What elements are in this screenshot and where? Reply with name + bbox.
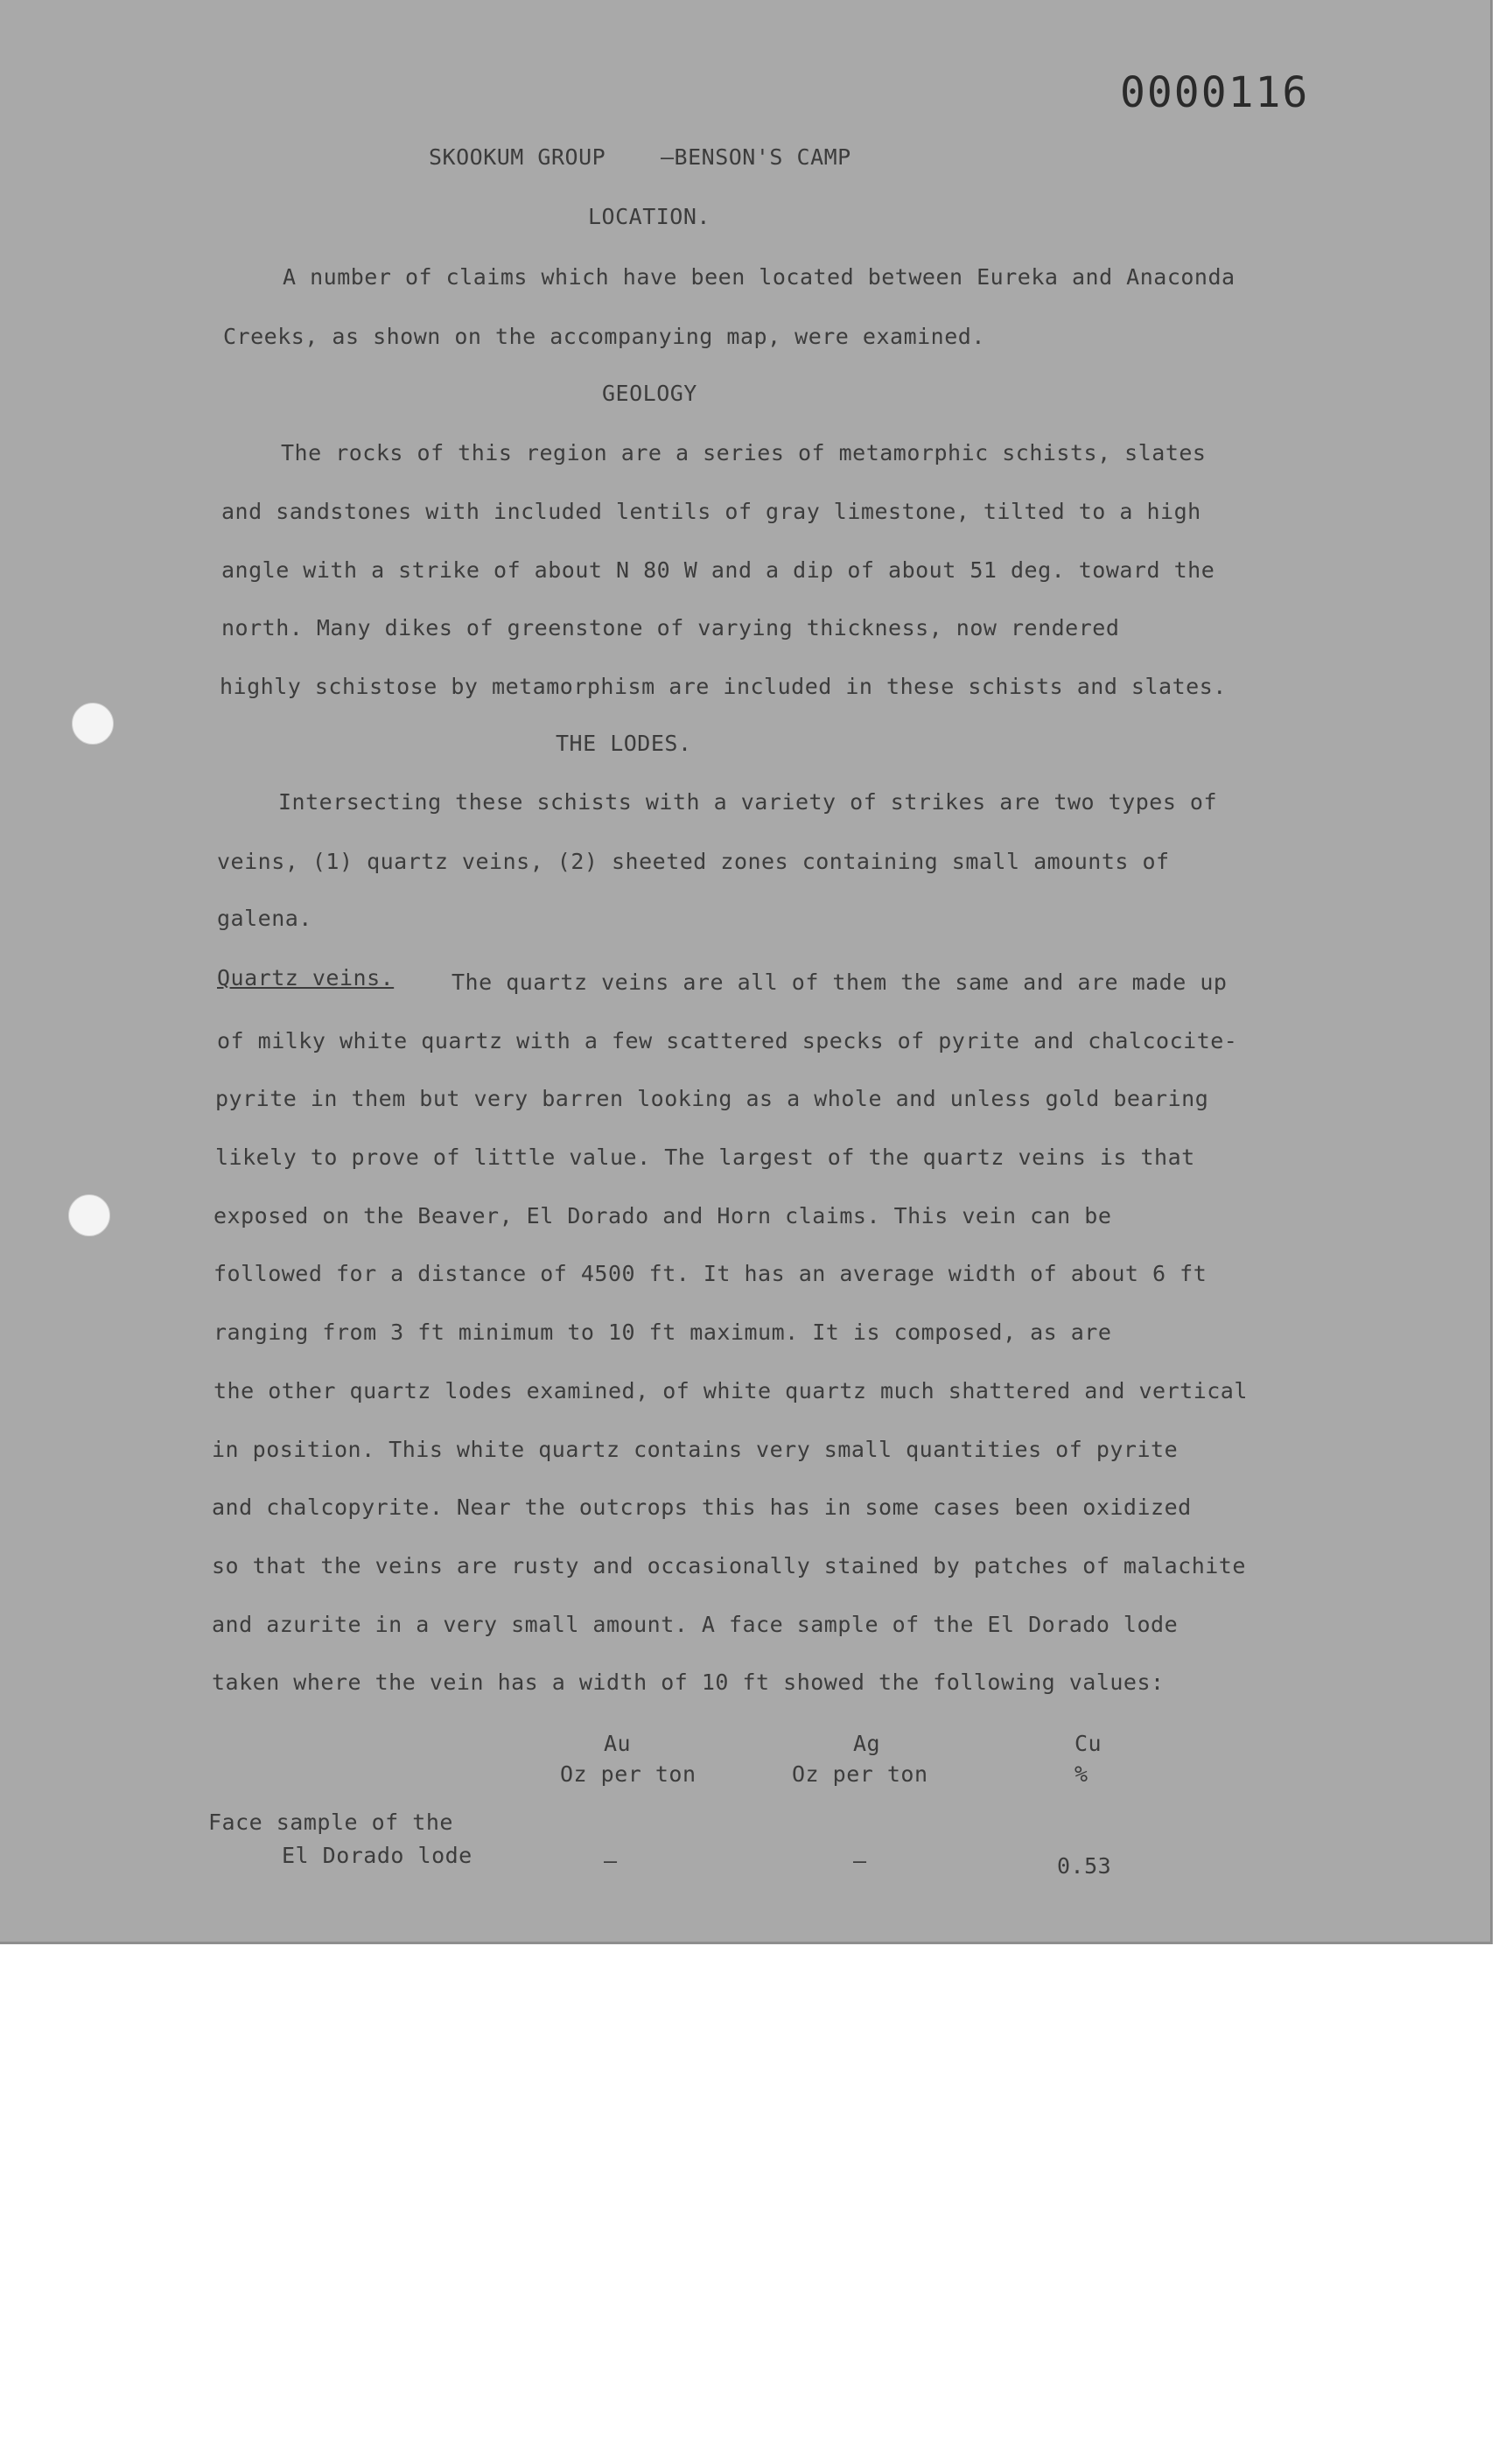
body-line: and sandstones with included lentils of gray limestone, tilted to a high [221,499,1201,524]
header-title-left: SKOOKUM GROUP [429,144,606,170]
body-line: angle with a strike of about N 80 W and a dip of about 51 deg. toward the [221,557,1215,583]
section-heading-lodes: THE LODES. [556,731,692,756]
table-cell-au: — [604,1848,618,1873]
body-line: The rocks of this region are a series of metamorphic schists, slates [281,440,1207,466]
body-line: highly schistose by metamorphism are included in these schists and slates. [220,674,1227,699]
body-line: north. Many dikes of greenstone of varying thickness, now rendered [221,615,1120,640]
table-header-au-unit: Oz per ton [560,1761,696,1787]
body-line: followed for a distance of 4500 ft. It has an average width of about 6 ft [214,1261,1208,1286]
section-heading-geology: GEOLOGY [602,381,697,406]
table-header-ag: Ag [853,1731,881,1756]
body-line: so that the veins are rusty and occasionally stained by patches of malachite [212,1553,1246,1578]
body-line: the other quartz lodes examined, of white quartz much shattered and vertical [214,1378,1248,1404]
body-line: veins, (1) quartz veins, (2) sheeted zones containing small amounts of [217,849,1170,874]
punch-hole-top [72,703,114,745]
table-cell-cu: 0.53 [1057,1853,1112,1879]
body-line: likely to prove of little value. The largest of the quartz veins is that [215,1144,1195,1170]
body-line: of milky white quartz with a few scattered specks of pyrite and chalcocite- [217,1028,1238,1054]
table-row-label: El Dorado lode [282,1843,472,1868]
body-line: galena. [217,906,312,931]
section-heading-location: LOCATION. [588,204,710,229]
table-header-ag-unit: Oz per ton [792,1761,928,1787]
body-line: and azurite in a very small amount. A face sample of the El Dorado lode [212,1612,1179,1637]
table-header-cu: Cu [1074,1731,1102,1756]
table-cell-ag: — [853,1848,867,1873]
body-line: in position. This white quartz contains very small quantities of pyrite [212,1437,1179,1462]
body-line: taken where the vein has a width of 10 ft showed the following values: [212,1670,1165,1695]
body-line: A number of claims which have been located between Eureka and Anaconda [283,264,1236,290]
document-number: 0000116 [1120,68,1310,117]
body-line: The quartz veins are all of them the same and are made up [452,970,1228,995]
table-header-au: Au [604,1731,632,1756]
body-line: exposed on the Beaver, El Dorado and Horn claims. This vein can be [214,1203,1112,1228]
body-line: Intersecting these schists with a variety of strikes are two types of [278,789,1218,815]
body-line: pyrite in them but very barren looking as a whole and unless gold bearing [215,1086,1209,1111]
table-header-cu-unit: % [1074,1761,1088,1787]
subheading-quartz-veins: Quartz veins. [217,965,395,990]
body-line: Creeks, as shown on the accompanying map, were examined. [223,324,985,349]
header-title-right: —BENSON'S CAMP [661,144,851,170]
body-line: ranging from 3 ft minimum to 10 ft maximum. It is composed, as are [214,1320,1112,1345]
body-line: and chalcopyrite. Near the outcrops this has in some cases been oxidized [212,1494,1192,1520]
table-row-label: Face sample of the [208,1810,453,1835]
punch-hole-bottom [68,1194,110,1236]
